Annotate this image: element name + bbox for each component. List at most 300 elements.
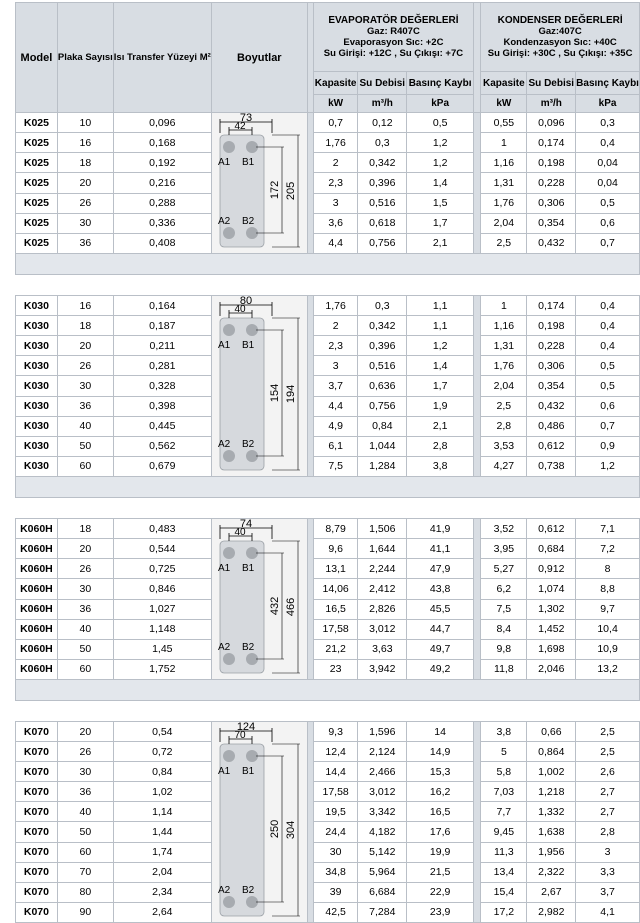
- cell-evap-flow: 3,342: [358, 802, 407, 822]
- cell-cond-flow: 0,174: [527, 296, 576, 316]
- cell-model: K070: [16, 862, 58, 882]
- port-a2-label: A2: [217, 885, 231, 896]
- cell-cond-capacity: 11,8: [481, 659, 527, 679]
- cell-surface: 0,544: [113, 539, 211, 559]
- cell-cond-capacity: 17,2: [481, 902, 527, 922]
- cell-cond-capacity: 7,7: [481, 802, 527, 822]
- cell-evap-pressure: 14: [407, 722, 474, 742]
- condenser-title: KONDENSER DEĞERLERİ: [497, 15, 623, 26]
- port-a1-icon: [223, 547, 235, 559]
- cell-cond-flow: 0,66: [527, 722, 576, 742]
- port-a1-label: A1: [217, 766, 231, 777]
- cell-plates: 40: [57, 416, 113, 436]
- cell-plates: 26: [57, 559, 113, 579]
- cell-surface: 0,164: [113, 296, 211, 316]
- cell-evap-pressure: 1,2: [407, 153, 474, 173]
- cell-plates: 30: [57, 579, 113, 599]
- group-separator: [16, 680, 640, 701]
- cell-evap-pressure: 0,5: [407, 113, 474, 133]
- cond-unit-pressure: kPa: [576, 95, 640, 113]
- cell-cond-pressure: 7,2: [576, 539, 640, 559]
- cell-evap-capacity: 1,76: [313, 296, 358, 316]
- cell-cond-flow: 0,912: [527, 559, 576, 579]
- cell-plates: 18: [57, 316, 113, 336]
- cell-cond-flow: 0,864: [527, 742, 576, 762]
- cell-cond-capacity: 4,27: [481, 456, 527, 476]
- header-dimensions: Boyutlar: [211, 3, 307, 113]
- table-row: [16, 882, 640, 902]
- dim-width: 80: [239, 296, 252, 307]
- cell-cond-flow: 0,198: [527, 316, 576, 336]
- cell-surface: 0,288: [113, 193, 211, 213]
- cell-cond-flow: 1,302: [527, 599, 576, 619]
- cell-evap-pressure: 41,1: [407, 539, 474, 559]
- plate-diagram-svg: [212, 113, 307, 253]
- cell-surface: 2,04: [113, 862, 211, 882]
- port-b1-label: B1: [241, 340, 255, 351]
- cell-evap-capacity: 24,4: [313, 822, 358, 842]
- cell-cond-pressure: 2,5: [576, 722, 640, 742]
- plate-diagram-svg: [212, 722, 307, 922]
- evap-col-pressure: Basınç Kaybı: [407, 72, 474, 95]
- evap-unit-flow: m³/h: [358, 95, 407, 113]
- cell-cond-capacity: 9,8: [481, 639, 527, 659]
- cell-evap-pressure: 1,2: [407, 133, 474, 153]
- cell-cond-pressure: 3,3: [576, 862, 640, 882]
- cell-model: K030: [16, 376, 58, 396]
- cell-surface: 0,725: [113, 559, 211, 579]
- cell-model: K060H: [16, 559, 58, 579]
- cell-plates: 36: [57, 396, 113, 416]
- dim-height: 304: [284, 820, 297, 840]
- cell-cond-capacity: 1,76: [481, 356, 527, 376]
- cell-cond-flow: 1,452: [527, 619, 576, 639]
- cell-evap-capacity: 17,58: [313, 782, 358, 802]
- dim-width: 124: [236, 722, 255, 733]
- cell-cond-flow: 0,174: [527, 133, 576, 153]
- dim-port-spacing: 154: [268, 383, 281, 403]
- cell-model: K060H: [16, 619, 58, 639]
- cell-model: K070: [16, 822, 58, 842]
- cell-evap-pressure: 2,8: [407, 436, 474, 456]
- port-a1-label: A1: [217, 157, 231, 168]
- cell-model: K025: [16, 233, 58, 253]
- table-row: [16, 782, 640, 802]
- cell-surface: 1,148: [113, 619, 211, 639]
- cell-model: K030: [16, 396, 58, 416]
- cell-cond-pressure: 0,5: [576, 356, 640, 376]
- plate-diagram-svg: [212, 519, 307, 679]
- dim-height: 194: [284, 384, 297, 404]
- cell-plates: 36: [57, 599, 113, 619]
- cell-cond-pressure: 2,7: [576, 802, 640, 822]
- table-row: [16, 233, 640, 253]
- table-row: [16, 213, 640, 233]
- spec-table: [15, 2, 640, 923]
- cell-model: K070: [16, 722, 58, 742]
- cell-surface: 0,72: [113, 742, 211, 762]
- cell-surface: 0,168: [113, 133, 211, 153]
- cell-cond-pressure: 0,9: [576, 436, 640, 456]
- cell-cond-capacity: 3,95: [481, 539, 527, 559]
- cell-cond-capacity: 3,8: [481, 722, 527, 742]
- cell-plates: 36: [57, 782, 113, 802]
- cell-model: K060H: [16, 599, 58, 619]
- cell-evap-flow: 0,636: [358, 376, 407, 396]
- cell-cond-capacity: 6,2: [481, 579, 527, 599]
- port-a1-icon: [223, 141, 235, 153]
- cell-surface: 0,096: [113, 113, 211, 133]
- header-heat-surface: Isı Transfer Yüzeyi M²: [113, 3, 211, 113]
- cond-col-flow: Su Debisi: [527, 72, 576, 95]
- cell-model: K025: [16, 193, 58, 213]
- cell-surface: 0,84: [113, 762, 211, 782]
- cell-cond-flow: 1,002: [527, 762, 576, 782]
- cell-cond-pressure: 0,5: [576, 193, 640, 213]
- cell-evap-flow: 2,412: [358, 579, 407, 599]
- port-a1-icon: [223, 324, 235, 336]
- cell-cond-pressure: 0,6: [576, 213, 640, 233]
- cell-evap-pressure: 16,5: [407, 802, 474, 822]
- cell-surface: 1,02: [113, 782, 211, 802]
- cell-cond-flow: 0,432: [527, 396, 576, 416]
- cell-cond-flow: 0,354: [527, 376, 576, 396]
- dim-port-spacing: 172: [268, 180, 281, 200]
- cell-evap-capacity: 23: [313, 659, 358, 679]
- cell-cond-capacity: 2,5: [481, 396, 527, 416]
- table-row: [16, 396, 640, 416]
- cell-evap-pressure: 1,7: [407, 376, 474, 396]
- cell-plates: 70: [57, 862, 113, 882]
- table-row: [16, 742, 640, 762]
- cell-evap-capacity: 3: [313, 356, 358, 376]
- header-plates: Plaka Sayısı: [57, 3, 113, 113]
- group-separator: [16, 477, 640, 498]
- cell-cond-flow: 0,738: [527, 456, 576, 476]
- cell-evap-flow: 0,756: [358, 233, 407, 253]
- cell-cond-flow: 0,306: [527, 193, 576, 213]
- port-b1-label: B1: [241, 563, 255, 574]
- table-row: [16, 173, 640, 193]
- cell-cond-flow: 2,67: [527, 882, 576, 902]
- dim-height: 205: [284, 181, 297, 201]
- cell-evap-pressure: 22,9: [407, 882, 474, 902]
- cell-cond-pressure: 10,9: [576, 639, 640, 659]
- dim-inner: 40: [234, 304, 246, 315]
- cell-cond-pressure: 0,04: [576, 153, 640, 173]
- cell-cond-flow: 0,612: [527, 436, 576, 456]
- cell-cond-capacity: 1,16: [481, 153, 527, 173]
- cell-evap-capacity: 2,3: [313, 336, 358, 356]
- cell-surface: 0,281: [113, 356, 211, 376]
- cell-evap-flow: 2,466: [358, 762, 407, 782]
- dim-height: 466: [284, 597, 297, 617]
- port-b2-label: B2: [241, 885, 255, 896]
- cell-evap-pressure: 1,2: [407, 336, 474, 356]
- cell-evap-capacity: 4,9: [313, 416, 358, 436]
- cell-evap-flow: 3,942: [358, 659, 407, 679]
- cell-evap-capacity: 2: [313, 153, 358, 173]
- cell-cond-capacity: 1: [481, 296, 527, 316]
- cell-evap-flow: 3,63: [358, 639, 407, 659]
- cell-model: K030: [16, 356, 58, 376]
- cell-cond-capacity: 1,31: [481, 173, 527, 193]
- cell-plates: 40: [57, 619, 113, 639]
- cell-evap-flow: 5,142: [358, 842, 407, 862]
- port-a2-label: A2: [217, 439, 231, 450]
- cell-evap-capacity: 16,5: [313, 599, 358, 619]
- cell-surface: 0,846: [113, 579, 211, 599]
- cell-evap-pressure: 45,5: [407, 599, 474, 619]
- cell-evap-pressure: 1,7: [407, 213, 474, 233]
- table-row: [16, 356, 640, 376]
- cell-evap-pressure: 23,9: [407, 902, 474, 922]
- table-row: [16, 193, 640, 213]
- cell-cond-capacity: 5,27: [481, 559, 527, 579]
- cell-evap-capacity: 17,58: [313, 619, 358, 639]
- cell-plates: 60: [57, 456, 113, 476]
- cell-model: K070: [16, 742, 58, 762]
- cell-model: K030: [16, 456, 58, 476]
- cell-evap-flow: 0,342: [358, 316, 407, 336]
- cell-evap-flow: 0,3: [358, 296, 407, 316]
- cell-evap-pressure: 43,8: [407, 579, 474, 599]
- cell-model: K060H: [16, 519, 58, 539]
- cell-evap-pressure: 2,1: [407, 416, 474, 436]
- table-row: [16, 336, 640, 356]
- cond-unit-flow: m³/h: [527, 95, 576, 113]
- cell-cond-flow: 2,322: [527, 862, 576, 882]
- cell-evap-capacity: 34,8: [313, 862, 358, 882]
- table-row: [16, 376, 640, 396]
- cell-evap-flow: 1,596: [358, 722, 407, 742]
- plate-diagram-svg: [212, 296, 307, 476]
- cell-surface: 1,027: [113, 599, 211, 619]
- cell-model: K030: [16, 416, 58, 436]
- table-row: [16, 296, 640, 316]
- cell-cond-flow: 1,956: [527, 842, 576, 862]
- spec-table-body: [16, 113, 640, 923]
- evaporator-water: Su Girişi: +12C , Su Çıkışı: +7C: [323, 48, 464, 59]
- cell-cond-pressure: 0,7: [576, 416, 640, 436]
- port-b2-label: B2: [241, 439, 255, 450]
- cell-cond-capacity: 0,55: [481, 113, 527, 133]
- port-b2-label: B2: [241, 642, 255, 653]
- port-b1-label: B1: [241, 766, 255, 777]
- cell-evap-flow: 0,342: [358, 153, 407, 173]
- cell-evap-capacity: 2: [313, 316, 358, 336]
- cell-cond-capacity: 2,04: [481, 376, 527, 396]
- table-row: [16, 762, 640, 782]
- cell-cond-flow: 1,074: [527, 579, 576, 599]
- cell-cond-pressure: 2,8: [576, 822, 640, 842]
- cell-evap-pressure: 21,5: [407, 862, 474, 882]
- cell-evap-flow: 0,396: [358, 336, 407, 356]
- cell-evap-flow: 1,644: [358, 539, 407, 559]
- cell-cond-pressure: 3: [576, 842, 640, 862]
- cell-model: K030: [16, 336, 58, 356]
- cell-plates: 60: [57, 842, 113, 862]
- dim-inner: 42: [234, 121, 246, 132]
- cell-evap-capacity: 42,5: [313, 902, 358, 922]
- cell-cond-flow: 0,228: [527, 336, 576, 356]
- cell-cond-pressure: 0,4: [576, 296, 640, 316]
- cell-cond-flow: 0,354: [527, 213, 576, 233]
- cell-plates: 40: [57, 802, 113, 822]
- cell-surface: 0,679: [113, 456, 211, 476]
- cell-cond-flow: 0,306: [527, 356, 576, 376]
- port-a2-icon: [223, 450, 235, 462]
- cell-evap-flow: 0,3: [358, 133, 407, 153]
- cell-evap-pressure: 1,9: [407, 396, 474, 416]
- table-row: [16, 659, 640, 679]
- cell-evap-flow: 0,516: [358, 193, 407, 213]
- condenser-gas: Gaz:407C: [538, 26, 582, 37]
- evap-col-flow: Su Debisi: [358, 72, 407, 95]
- cell-surface: 0,408: [113, 233, 211, 253]
- cell-evap-flow: 4,182: [358, 822, 407, 842]
- cell-evap-pressure: 2,1: [407, 233, 474, 253]
- cell-evap-pressure: 15,3: [407, 762, 474, 782]
- cell-cond-capacity: 1,31: [481, 336, 527, 356]
- port-a1-label: A1: [217, 563, 231, 574]
- table-row: [16, 862, 640, 882]
- cell-model: K030: [16, 316, 58, 336]
- cell-model: K025: [16, 173, 58, 193]
- cell-evap-capacity: 30: [313, 842, 358, 862]
- cell-model: K060H: [16, 659, 58, 679]
- cell-cond-capacity: 11,3: [481, 842, 527, 862]
- cell-model: K030: [16, 436, 58, 456]
- cell-cond-pressure: 2,5: [576, 742, 640, 762]
- cell-evap-pressure: 1,4: [407, 356, 474, 376]
- cell-model: K060H: [16, 579, 58, 599]
- cell-cond-pressure: 0,4: [576, 133, 640, 153]
- port-a2-label: A2: [217, 216, 231, 227]
- header-gap-2: [474, 3, 481, 113]
- cell-cond-pressure: 9,7: [576, 599, 640, 619]
- cell-cond-pressure: 3,7: [576, 882, 640, 902]
- table-row: [16, 316, 640, 336]
- cell-evap-capacity: 14,06: [313, 579, 358, 599]
- cell-plates: 90: [57, 902, 113, 922]
- cell-model: K025: [16, 133, 58, 153]
- cell-cond-pressure: 13,2: [576, 659, 640, 679]
- table-row: [16, 902, 640, 922]
- cell-evap-capacity: 0,7: [313, 113, 358, 133]
- cell-plates: 16: [57, 296, 113, 316]
- cell-evap-capacity: 8,79: [313, 519, 358, 539]
- evap-unit-pressure: kPa: [407, 95, 474, 113]
- cell-plates: 50: [57, 822, 113, 842]
- cell-evap-capacity: 3,6: [313, 213, 358, 233]
- cell-cond-pressure: 0,6: [576, 396, 640, 416]
- cell-plates: 18: [57, 153, 113, 173]
- cell-surface: 1,14: [113, 802, 211, 822]
- cell-plates: 50: [57, 436, 113, 456]
- cell-cond-flow: 0,096: [527, 113, 576, 133]
- cell-cond-capacity: 3,52: [481, 519, 527, 539]
- cell-plates: 30: [57, 213, 113, 233]
- cell-plates: 16: [57, 133, 113, 153]
- cell-cond-pressure: 7,1: [576, 519, 640, 539]
- table-row: [16, 133, 640, 153]
- dim-inner: 70: [234, 730, 246, 741]
- cell-evap-flow: 1,506: [358, 519, 407, 539]
- port-a1-label: A1: [217, 340, 231, 351]
- cell-plates: 50: [57, 639, 113, 659]
- table-row: [16, 722, 640, 742]
- table-row: [16, 113, 640, 133]
- cell-surface: 1,44: [113, 822, 211, 842]
- cell-cond-pressure: 2,7: [576, 782, 640, 802]
- cell-plates: 20: [57, 722, 113, 742]
- evaporator-title: EVAPORATÖR DEĞERLERİ: [328, 15, 459, 26]
- cell-evap-capacity: 13,1: [313, 559, 358, 579]
- cell-cond-flow: 0,228: [527, 173, 576, 193]
- cell-cond-pressure: 8,8: [576, 579, 640, 599]
- cell-evap-capacity: 12,4: [313, 742, 358, 762]
- cell-evap-capacity: 7,5: [313, 456, 358, 476]
- cell-cond-capacity: 15,4: [481, 882, 527, 902]
- cell-evap-pressure: 1,4: [407, 173, 474, 193]
- cell-surface: 1,752: [113, 659, 211, 679]
- cell-surface: 0,445: [113, 416, 211, 436]
- cell-evap-pressure: 49,2: [407, 659, 474, 679]
- cell-surface: 0,398: [113, 396, 211, 416]
- table-row: [16, 436, 640, 456]
- port-a1-icon: [223, 750, 235, 762]
- cell-evap-pressure: 49,7: [407, 639, 474, 659]
- cell-cond-pressure: 10,4: [576, 619, 640, 639]
- cell-surface: 0,211: [113, 336, 211, 356]
- cell-evap-capacity: 3: [313, 193, 358, 213]
- cell-cond-flow: 1,332: [527, 802, 576, 822]
- cell-cond-capacity: 7,03: [481, 782, 527, 802]
- cell-evap-pressure: 1,5: [407, 193, 474, 213]
- table-row: [16, 842, 640, 862]
- cell-surface: 0,562: [113, 436, 211, 456]
- cell-evap-capacity: 6,1: [313, 436, 358, 456]
- cell-evap-flow: 3,012: [358, 619, 407, 639]
- cell-cond-flow: 0,684: [527, 539, 576, 559]
- header-evaporator: [313, 3, 473, 72]
- cell-model: K030: [16, 296, 58, 316]
- cell-plates: 20: [57, 539, 113, 559]
- cell-cond-capacity: 3,53: [481, 436, 527, 456]
- group-spacer: [16, 701, 640, 722]
- cell-plates: 20: [57, 336, 113, 356]
- cell-cond-capacity: 2,5: [481, 233, 527, 253]
- condenser-water: Su Girişi: +30C , Su Çıkışı: +35C: [487, 48, 633, 59]
- cell-evap-flow: 0,618: [358, 213, 407, 233]
- table-row: [16, 822, 640, 842]
- dim-width: 74: [239, 519, 252, 530]
- cell-cond-capacity: 5,8: [481, 762, 527, 782]
- cell-cond-capacity: 1: [481, 133, 527, 153]
- cell-cond-pressure: 0,5: [576, 376, 640, 396]
- cell-plates: 60: [57, 659, 113, 679]
- cell-model: K070: [16, 902, 58, 922]
- table-row: [16, 599, 640, 619]
- cell-cond-capacity: 1,76: [481, 193, 527, 213]
- cell-cond-pressure: 0,04: [576, 173, 640, 193]
- cell-cond-pressure: 0,4: [576, 316, 640, 336]
- dim-inner: 40: [234, 527, 246, 538]
- cell-plates: 30: [57, 376, 113, 396]
- table-row: [16, 539, 640, 559]
- cell-evap-capacity: 4,4: [313, 396, 358, 416]
